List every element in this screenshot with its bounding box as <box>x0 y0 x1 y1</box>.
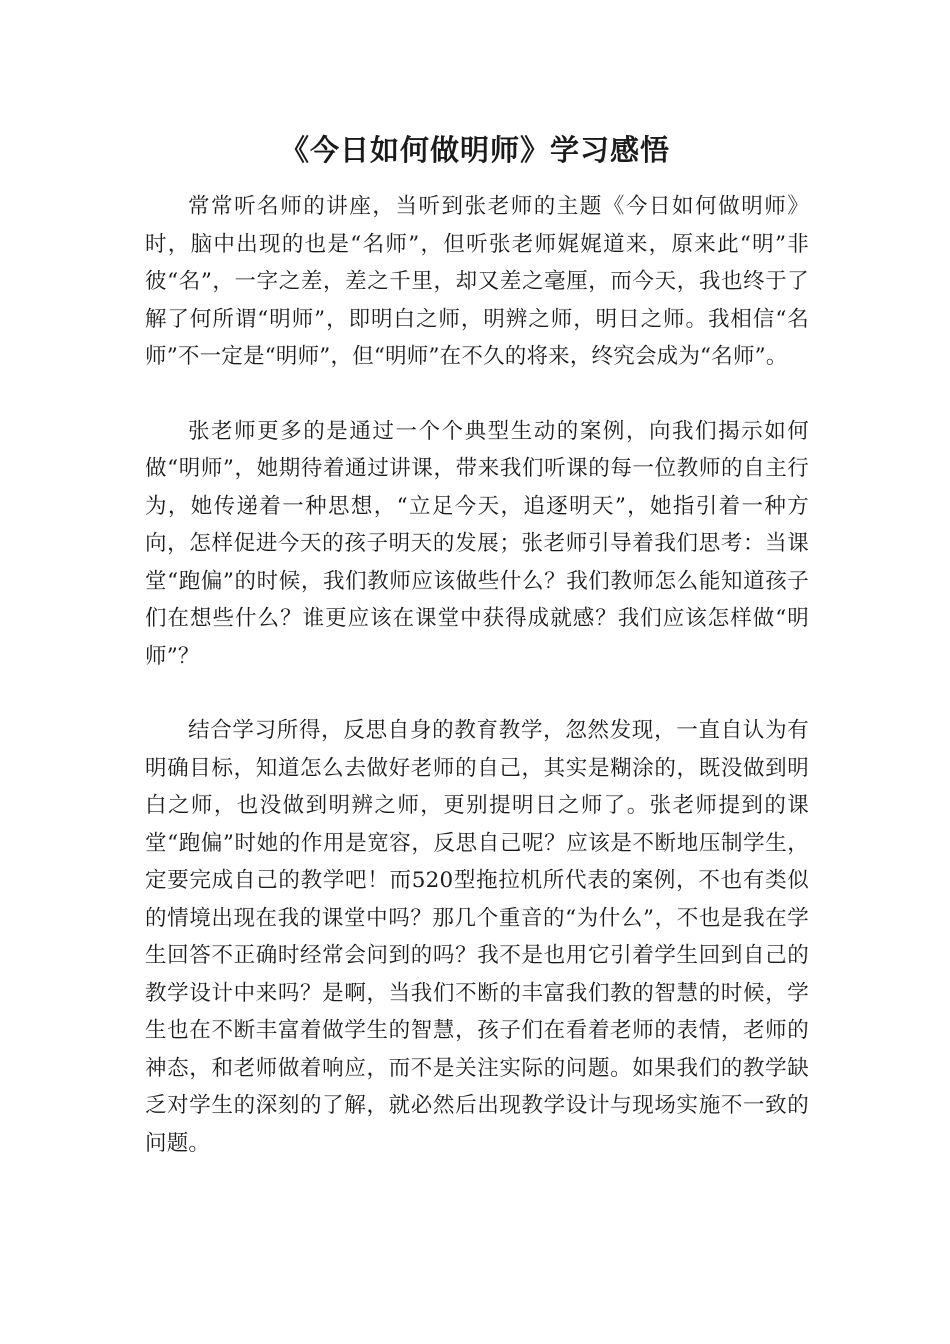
paragraph-3: 结合学习所得，反思自身的教育教学，忽然发现，一直自认为有明确目标，知道怎么去做好老师的自己，其实是糊涂的，既没做到明白之师，也没做到明辨之师，更别提明日之师了。张老师提到的课堂“跑偏”时她的作用是宽容，反思自己呢？应该是不断地压制学生，定要完成自己的教学吧！而520型拖拉机所代表的案例，不也有类似的情境出现在我的课堂中吗？那几个重音的“为什么”，不也是我在学生回答不正确时经常会问到的吗？我不是也用它引着学生回到自己的教学设计中来吗？是啊，当我们不断的丰富我们教的智慧的时候，学生也在不断丰富着做学生的智慧，孩子们在看着老师的表情，老师的神态，和老师做着响应，而不是关注实际的问题。如果我们的教学缺乏对学生的深刻的了解，就必然后出现教学设计与现场实施不一致的问题。 <box>145 718 809 1156</box>
page-title: 《今日如何做明师》学习感悟 <box>279 133 670 167</box>
paragraph-2: 张老师更多的是通过一个个典型生动的案例，向我们揭示如何做“明师”，她期待着通过讲课，带来我们听课的每一位教师的自主行为，她传递着一种思想，“立足今天，追逐明天”，她指引着一种方向，怎样促进今天的孩子明天的发展；张老师引导着我们思考：当课堂“跑偏”的时候，我们教师应该做些什么？我们教师怎么能知道孩子们在想些什么？谁更应该在课堂中获得成就感？我们应该怎样做“明师”？ <box>145 418 809 669</box>
paragraph-1: 常常听名师的讲座，当听到张老师的主题《今日如何做明师》时，脑中出现的也是“名师”，但听张老师娓娓道来，原来此“明”非彼“名”，一字之差，差之千里，却又差之毫厘，而今天，我也终于了解了何所谓“明师”，即明白之师，明辨之师，明日之师。我相信“名师”不一定是“明师”，但“明师”在不久的将来，终究会成为“名师”。 <box>145 194 809 369</box>
document-body <box>145 188 809 1199</box>
